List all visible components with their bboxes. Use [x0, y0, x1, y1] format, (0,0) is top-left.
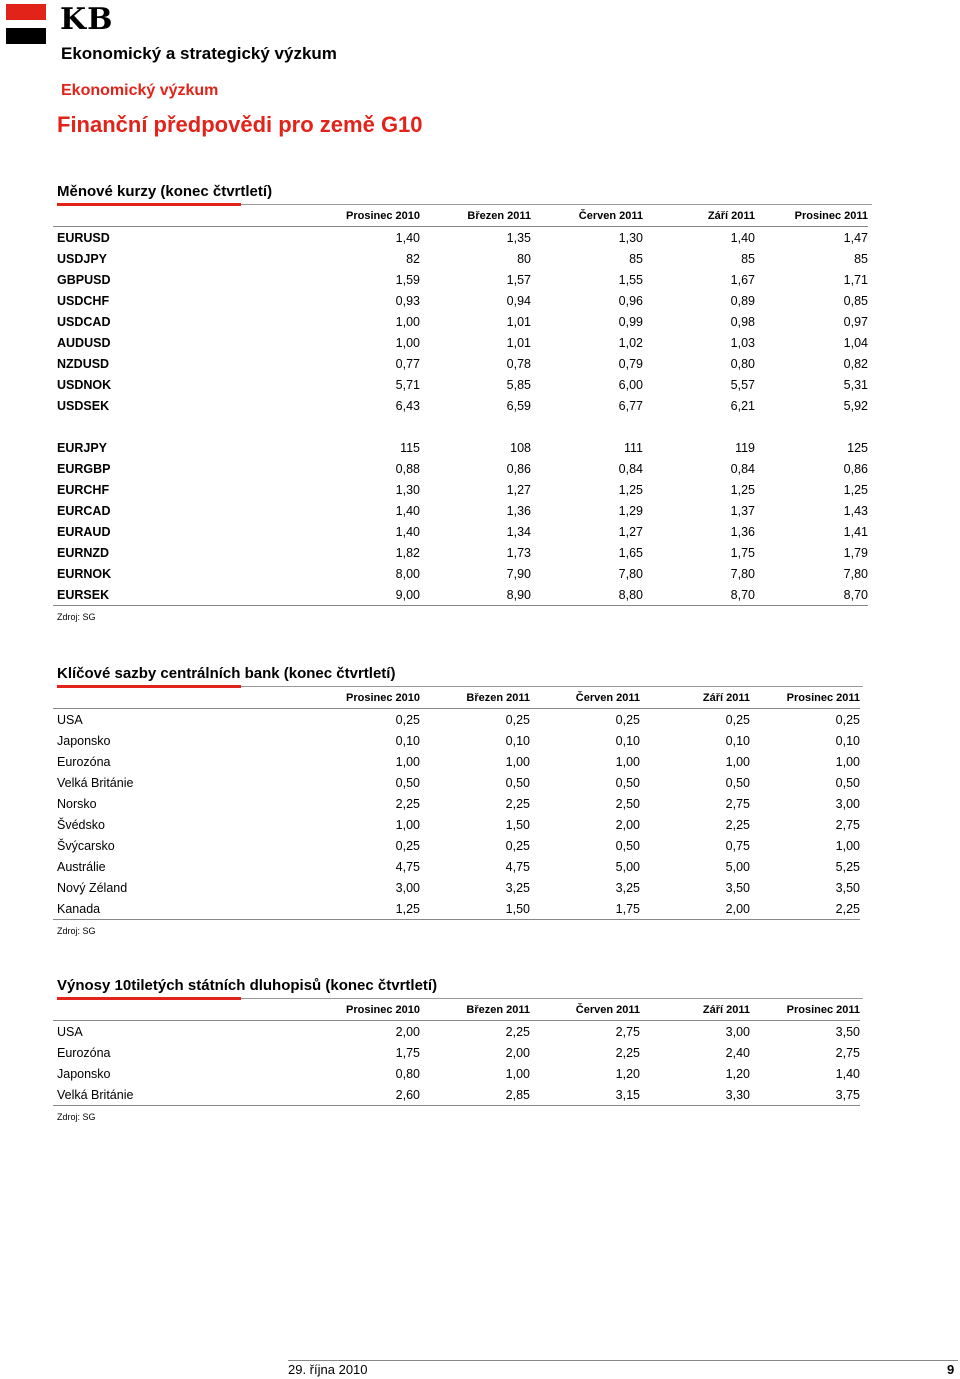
table-row: [53, 730, 860, 751]
table-cell: 9,00: [308, 584, 420, 606]
table-cell: 1,37: [730, 503, 755, 518]
row-label: Japonsko: [57, 733, 111, 748]
table-cell: 7,80: [730, 566, 755, 581]
table-cell: 4,75: [505, 859, 530, 874]
row-label: USDNOK: [57, 377, 112, 392]
row-label: USDCAD: [57, 314, 111, 329]
table-cell: 0,10: [835, 733, 860, 748]
table-cell: 0,98: [730, 314, 755, 329]
table-cell: 1,55: [618, 272, 643, 287]
table-cell: 1,82: [395, 545, 420, 560]
fx-table: [53, 206, 868, 606]
table-cell: 1,00: [835, 838, 860, 853]
table-cell: 0,10: [505, 733, 530, 748]
table-row: [53, 898, 860, 920]
fx-section: [53, 182, 868, 622]
table-cell: 0,25: [395, 712, 420, 727]
table-cell: 1,20: [725, 1066, 750, 1081]
spacer-row: [53, 416, 868, 437]
table-row: [53, 290, 868, 311]
table-cell: 6,00: [618, 377, 643, 392]
table-cell: 1,75: [395, 1045, 420, 1060]
table-cell: 0,50: [395, 775, 420, 790]
table-cell: 1,25: [730, 482, 755, 497]
table-cell: 1,43: [843, 503, 868, 518]
table-cell: 1,25: [308, 898, 420, 920]
table-cell: 0,94: [506, 293, 531, 308]
table-row: [53, 479, 868, 500]
table-cell: 8,00: [395, 566, 420, 581]
table-cell: 80: [517, 251, 531, 266]
row-label: EURUSD: [57, 230, 110, 245]
table-cell: 0,50: [505, 775, 530, 790]
department: Ekonomický a strategický výzkum: [61, 44, 337, 63]
table-cell: 1,34: [506, 524, 531, 539]
table-cell: 5,31: [843, 377, 868, 392]
table-row: [53, 772, 860, 793]
table-cell: 0,77: [395, 356, 420, 371]
row-label: Eurozóna: [57, 1045, 111, 1060]
table-row: [53, 563, 868, 584]
table-cell: 5,25: [835, 859, 860, 874]
fx-source: Zdroj: SG: [57, 612, 96, 622]
table-row: [53, 437, 868, 458]
row-label: AUDUSD: [57, 335, 111, 350]
table-cell: 2,85: [420, 1084, 530, 1106]
table-cell: 3,50: [725, 880, 750, 895]
table-row: [53, 584, 868, 606]
table-cell: 1,50: [420, 898, 530, 920]
footer-date: 29. října 2010: [288, 1362, 368, 1377]
table-cell: 1,00: [615, 754, 640, 769]
table-cell: 1,40: [730, 230, 755, 245]
table-cell: 1,00: [395, 817, 420, 832]
footer-divider: [288, 1360, 958, 1361]
table-cell: 2,25: [615, 1045, 640, 1060]
table-cell: 0,25: [505, 712, 530, 727]
subdepartment: Ekonomický výzkum: [61, 82, 219, 99]
table-cell: 0,82: [843, 356, 868, 371]
table-cell: 4,75: [395, 859, 420, 874]
table-cell: 1,40: [395, 503, 420, 518]
table-cell: 3,15: [530, 1084, 640, 1106]
row-label: EURAUD: [57, 524, 111, 539]
table-cell: 1,29: [618, 503, 643, 518]
table-cell: 0,25: [615, 712, 640, 727]
table-cell: 3,75: [750, 1084, 860, 1106]
table-cell: 1,36: [730, 524, 755, 539]
table-cell: 5,71: [395, 377, 420, 392]
column-header: Červen 2011: [530, 1000, 640, 1021]
table-cell: 0,10: [725, 733, 750, 748]
row-label: EURNZD: [57, 545, 110, 560]
row-label: USA: [57, 1024, 83, 1039]
table-cell: 7,90: [506, 566, 531, 581]
table-cell: 2,25: [395, 796, 420, 811]
table-cell: 1,01: [506, 314, 531, 329]
table-cell: 0,93: [395, 293, 420, 308]
bonds-source: Zdroj: SG: [57, 1112, 96, 1122]
row-label: Švédsko: [57, 817, 105, 832]
table-cell: 0,75: [725, 838, 750, 853]
table-cell: 7,80: [618, 566, 643, 581]
column-header: Prosinec 2010: [308, 688, 420, 709]
table-cell: 0,50: [615, 775, 640, 790]
row-label: USDJPY: [57, 251, 108, 266]
table-cell: 1,30: [395, 482, 420, 497]
table-cell: 115: [400, 440, 420, 455]
table-row: [53, 751, 860, 772]
table-cell: 5,92: [843, 398, 868, 413]
row-label: EURNOK: [57, 566, 112, 581]
table-cell: 125: [847, 440, 868, 455]
table-cell: 1,00: [835, 754, 860, 769]
table-cell: 3,00: [395, 880, 420, 895]
table-row: [53, 1021, 860, 1043]
table-cell: 0,96: [618, 293, 643, 308]
table-cell: 0,84: [730, 461, 755, 476]
table-cell: 1,36: [506, 503, 531, 518]
table-cell: 3,25: [615, 880, 640, 895]
table-cell: 0,89: [730, 293, 755, 308]
column-header: Březen 2011: [420, 1000, 530, 1021]
table-cell: 6,21: [730, 398, 755, 413]
table-row: [53, 521, 868, 542]
table-cell: 119: [735, 440, 755, 455]
table-cell: 1,00: [505, 754, 530, 769]
table-cell: 1,40: [395, 524, 420, 539]
bonds-table: [53, 1000, 860, 1106]
table-row: [53, 227, 868, 249]
table-cell: 1,27: [506, 482, 531, 497]
column-header: Září 2011: [640, 1000, 750, 1021]
table-cell: 2,00: [395, 1024, 420, 1039]
table-cell: 1,57: [506, 272, 531, 287]
column-header: Září 2011: [643, 206, 755, 227]
table-cell: 1,01: [506, 335, 531, 350]
table-cell: 2,75: [835, 1045, 860, 1060]
table-cell: 1,25: [843, 482, 868, 497]
row-label: EURJPY: [57, 440, 108, 455]
rates-source: Zdroj: SG: [57, 926, 96, 936]
row-label: Eurozóna: [57, 754, 111, 769]
table-cell: 1,71: [843, 272, 868, 287]
rates-section: [53, 664, 860, 936]
table-cell: 5,00: [725, 859, 750, 874]
table-cell: 0,50: [835, 775, 860, 790]
table-cell: 1,40: [835, 1066, 860, 1081]
table-row: [53, 1084, 860, 1106]
column-header: Září 2011: [640, 688, 750, 709]
table-cell: 2,60: [308, 1084, 420, 1106]
table-row: [53, 311, 868, 332]
table-cell: 0,50: [615, 838, 640, 853]
table-cell: 1,00: [395, 754, 420, 769]
table-cell: 85: [741, 251, 755, 266]
table-row: [53, 1042, 860, 1063]
table-cell: 0,84: [618, 461, 643, 476]
row-label: USA: [57, 712, 83, 727]
row-label: Austrálie: [57, 859, 106, 874]
table-row: [53, 793, 860, 814]
row-label: Norsko: [57, 796, 97, 811]
table-cell: 0,99: [618, 314, 643, 329]
table-cell: 2,25: [505, 796, 530, 811]
bonds-section: [53, 976, 860, 1122]
table-cell: 2,00: [615, 817, 640, 832]
table-row: [53, 353, 868, 374]
table-cell: 111: [623, 440, 643, 455]
table-row: [53, 835, 860, 856]
page-title: Finanční předpovědi pro země G10: [57, 112, 423, 137]
table-cell: 8,70: [643, 584, 755, 606]
table-cell: 2,00: [505, 1045, 530, 1060]
table-cell: 2,00: [640, 898, 750, 920]
table-cell: 2,50: [615, 796, 640, 811]
table-cell: 85: [854, 251, 868, 266]
column-header: Červen 2011: [530, 688, 640, 709]
table-cell: 1,75: [730, 545, 755, 560]
column-header: Červen 2011: [531, 206, 643, 227]
table-cell: 2,25: [505, 1024, 530, 1039]
table-cell: 3,00: [835, 796, 860, 811]
table-cell: 1,40: [395, 230, 420, 245]
table-row: [53, 709, 860, 731]
table-cell: 1,00: [505, 1066, 530, 1081]
table-cell: 5,57: [730, 377, 755, 392]
table-cell: 2,75: [615, 1024, 640, 1039]
row-label: EURSEK: [53, 584, 308, 606]
row-label: USDSEK: [57, 398, 110, 413]
column-header: Březen 2011: [420, 688, 530, 709]
table-cell: 0,80: [395, 1066, 420, 1081]
table-cell: 1,03: [730, 335, 755, 350]
table-cell: 1,00: [395, 314, 420, 329]
table-cell: 1,00: [395, 335, 420, 350]
table-cell: 2,40: [725, 1045, 750, 1060]
table-row: [53, 269, 868, 290]
table-cell: 0,10: [615, 733, 640, 748]
table-cell: 0,78: [506, 356, 531, 371]
table-cell: 0,85: [843, 293, 868, 308]
table-cell: 0,88: [395, 461, 420, 476]
table-cell: 7,80: [843, 566, 868, 581]
table-row: [53, 856, 860, 877]
table-cell: 1,00: [725, 754, 750, 769]
table-cell: 1,47: [843, 230, 868, 245]
table-cell: 0,25: [835, 712, 860, 727]
table-cell: 0,80: [730, 356, 755, 371]
table-cell: 8,80: [531, 584, 643, 606]
table-cell: 1,30: [618, 230, 643, 245]
table-row: [53, 877, 860, 898]
fx-title: Měnové kurzy (konec čtvrtletí): [57, 182, 872, 206]
row-label: Kanada: [53, 898, 308, 920]
table-cell: 5,00: [615, 859, 640, 874]
column-header: Prosinec 2011: [755, 206, 868, 227]
table-cell: 1,20: [615, 1066, 640, 1081]
table-row: [53, 1063, 860, 1084]
column-header: Prosinec 2011: [750, 1000, 860, 1021]
table-row: [53, 500, 868, 521]
table-cell: 82: [406, 251, 420, 266]
table-cell: 1,35: [506, 230, 531, 245]
table-cell: 0,25: [395, 838, 420, 853]
table-cell: 1,41: [843, 524, 868, 539]
table-row: [53, 248, 868, 269]
row-label: Japonsko: [57, 1066, 111, 1081]
bonds-title: Výnosy 10tiletých státních dluhopisů (konec čtvrtletí): [57, 976, 864, 1000]
row-label: NZDUSD: [57, 356, 110, 371]
table-cell: 1,27: [618, 524, 643, 539]
rates-table: [53, 688, 860, 920]
table-cell: 0,97: [843, 314, 868, 329]
table-cell: 1,02: [618, 335, 643, 350]
row-label: Švýcarsko: [57, 838, 115, 853]
table-cell: 0,25: [725, 712, 750, 727]
row-label: Velká Británie: [57, 775, 134, 790]
table-row: [53, 374, 868, 395]
table-cell: 3,25: [505, 880, 530, 895]
table-cell: 1,67: [730, 272, 755, 287]
table-row: [53, 542, 868, 563]
table-cell: 1,50: [505, 817, 530, 832]
table-cell: 6,43: [395, 398, 420, 413]
column-header: Prosinec 2010: [308, 206, 420, 227]
row-label: EURCAD: [57, 503, 111, 518]
table-cell: 3,30: [640, 1084, 750, 1106]
kb-logo: [6, 4, 46, 44]
column-header: Prosinec 2011: [750, 688, 860, 709]
table-row: [53, 332, 868, 353]
table-cell: 1,59: [395, 272, 420, 287]
row-label: EURCHF: [57, 482, 110, 497]
table-cell: 3,00: [725, 1024, 750, 1039]
table-cell: 6,77: [618, 398, 643, 413]
table-cell: 1,65: [618, 545, 643, 560]
table-cell: 1,25: [618, 482, 643, 497]
table-row: [53, 814, 860, 835]
table-cell: 8,70: [755, 584, 868, 606]
table-cell: 0,79: [618, 356, 643, 371]
row-label: USDCHF: [57, 293, 110, 308]
table-cell: 2,25: [750, 898, 860, 920]
table-row: [53, 395, 868, 416]
rates-title: Klíčové sazby centrálních bank (konec čtvrtletí): [57, 664, 864, 688]
table-row: [53, 458, 868, 479]
table-cell: 0,50: [725, 775, 750, 790]
row-label: EURGBP: [57, 461, 111, 476]
table-cell: 3,50: [835, 1024, 860, 1039]
table-cell: 0,10: [395, 733, 420, 748]
table-cell: 0,25: [505, 838, 530, 853]
table-cell: 1,04: [843, 335, 868, 350]
table-cell: 2,75: [835, 817, 860, 832]
row-label: Nový Zéland: [57, 880, 128, 895]
table-cell: 85: [629, 251, 643, 266]
brand-name: KB: [60, 2, 114, 37]
row-label: Velká Británie: [53, 1084, 308, 1106]
table-cell: 1,73: [506, 545, 531, 560]
table-cell: 1,75: [530, 898, 640, 920]
table-cell: 0,86: [843, 461, 868, 476]
table-cell: 2,75: [725, 796, 750, 811]
table-cell: 2,25: [725, 817, 750, 832]
table-cell: 3,50: [835, 880, 860, 895]
table-cell: 1,79: [843, 545, 868, 560]
table-cell: 108: [510, 440, 531, 455]
table-cell: 5,85: [506, 377, 531, 392]
column-header: Březen 2011: [420, 206, 531, 227]
row-label: GBPUSD: [57, 272, 111, 287]
table-cell: 6,59: [506, 398, 531, 413]
column-header: Prosinec 2010: [308, 1000, 420, 1021]
table-cell: 0,86: [506, 461, 531, 476]
page-number: 9: [947, 1362, 955, 1377]
table-cell: 8,90: [420, 584, 531, 606]
